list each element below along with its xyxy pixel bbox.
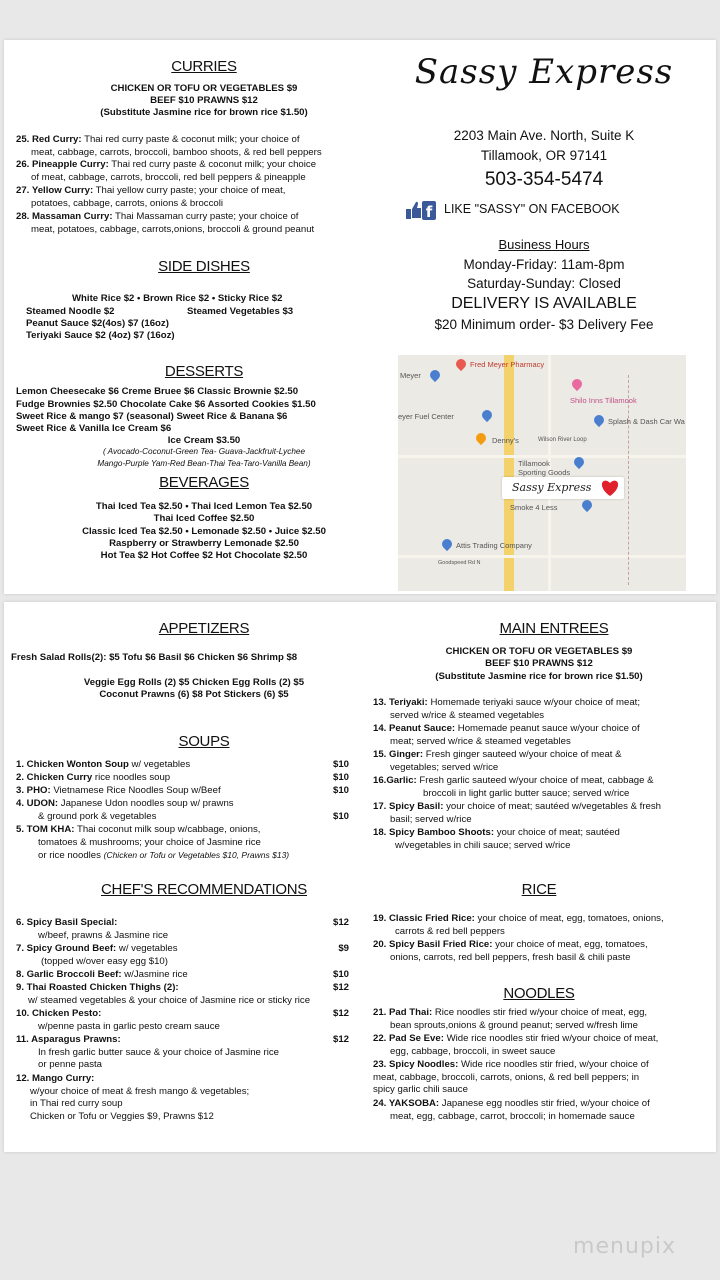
map-pin-hotel[interactable]: [570, 377, 584, 391]
soup-item-4: 4. UDON: Japanese Udon noodles soup w/ prawns & ground pork & vegetables: [16, 798, 234, 822]
curries-heading: CURRIES: [171, 58, 237, 75]
location-map[interactable]: [398, 355, 686, 591]
soup-price-1: $10: [332, 759, 349, 770]
main-price-line-2: BEEF $10 PRAWNS $12: [485, 658, 593, 669]
menu-item-massaman-curry: 28. Massaman Curry: Thai Massaman curry paste; your choice of meat, potatoes, cabbage, carrots,onions, broccoli & ground peanut: [16, 211, 315, 235]
chef-item-8: 8. Garlic Broccoli Beef: w/Jasmine rice: [16, 969, 188, 980]
noodle-item-22: 22. Pad Se Eve: Wide rice noodles stir fried w/your choice of meat, egg, cabbage, broccoli, in sweet sauce: [373, 1033, 659, 1057]
main-item-13: 13. Teriyaki: Homemade teriyaki sauce w/your choice of meat; served w/rice & steamed vegetables: [373, 697, 640, 721]
rice-item-19: 19. Classic Fried Rice: your choice of meat, egg, tomatoes, onions, carrots & red bell peppers: [373, 913, 664, 937]
main-item-15: 15. Ginger: Fresh ginger sauteed w/your choice of meat & vegetables; served w/rice: [373, 749, 622, 773]
map-boundary: [628, 375, 679, 585]
main-entrees-heading: MAIN ENTREES: [499, 620, 609, 637]
restaurant-logo: Sassy Express: [414, 52, 674, 92]
beverages-line-1: Thai Iced Tea $2.50 • Thai Iced Lemon Tea $2.50: [95, 501, 313, 512]
svg-text:f: f: [425, 203, 433, 221]
side-dish-steamed-noodle: Steamed Noodle $2: [26, 306, 115, 317]
map-label-goodspeed: Goodspeed Rd N: [438, 560, 481, 566]
menu-item-red-curry: 25. Red Curry: Thai red curry paste & coconut milk; your choice of meat, cabbage, carrots, broccoli, bamboo shoots, & red bell peppers: [16, 134, 322, 158]
soup-item-5: 5. TOM KHA: Thai coconut milk soup w/cabbage, onions, tomatoes & mushrooms; your choice of Jasmine rice or rice noodles (Chicken or Tofu or Vegetables $10, Prawns $13): [16, 824, 290, 861]
desserts-heading: DESSERTS: [164, 363, 244, 380]
noodle-item-23: 23. Spicy Noodles: Wide rice noodles stir fried, w/your choice of meat, cabbage, broccoli, carrots, onions, & red bell peppers; in spicy garlic chili sauce: [373, 1059, 649, 1095]
soup-price-2: $10: [332, 772, 349, 783]
chef-price-6: $12: [332, 917, 349, 928]
heart-icon: [600, 479, 620, 502]
chef-item-11: 11. Asparagus Prawns: In fresh garlic butter sauce & your choice of Jasmine rice or penne pasta: [16, 1034, 280, 1070]
soup-item-2: 2. Chicken Curry rice noodles soup: [16, 772, 171, 783]
chef-price-7: $9: [338, 943, 349, 954]
map-pin-meyer[interactable]: [428, 368, 442, 382]
phone-number[interactable]: 503-354-5474: [484, 169, 604, 190]
map-label-wilson-river: Wilson River Loop: [538, 437, 587, 443]
map-pin-pharmacy[interactable]: [454, 357, 468, 371]
business-hours-title: Business Hours: [498, 237, 590, 252]
chef-price-10: $12: [332, 1008, 349, 1019]
delivery-fee: $20 Minimum order- $3 Delivery Fee: [434, 317, 654, 332]
beverages-line-2: Thai Iced Coffee $2.50: [153, 513, 255, 524]
curries-price-line-2: BEEF $10 PRAWNS $12: [150, 95, 258, 106]
chef-item-7: 7. Spicy Ground Beef: w/ vegetables (topped w/over easy egg $10): [16, 943, 178, 967]
hours-weekday: Monday-Friday: 11am-8pm: [463, 257, 625, 272]
rice-heading: RICE: [521, 881, 557, 898]
appetizers-heading: APPETIZERS: [158, 620, 250, 637]
map-label-sassy: Sassy Express: [512, 481, 592, 494]
beverages-line-5: Hot Tea $2 Hot Coffee $2 Hot Chocolate $2.50: [100, 550, 308, 561]
beverages-line-3: Classic Iced Tea $2.50 • Lemonade $2.50 • Juice $2.50: [82, 526, 326, 537]
appetizers-line-3: Coconut Prawns (6) $8 Pot Stickers (6) $5: [99, 689, 289, 700]
map-pin-fuel[interactable]: [480, 408, 494, 422]
appetizers-line-2: Veggie Egg Rolls (2) $5 Chicken Egg Rolls (2) $5: [83, 677, 305, 688]
map-label-pharmacy: Fred Meyer Pharmacy: [470, 360, 545, 369]
address-line-2: Tillamook, OR 97141: [480, 148, 608, 163]
map-pin-smoke[interactable]: [580, 498, 594, 512]
side-dish-peanut-sauce: Peanut Sauce $2(4os) $7 (16oz): [26, 318, 169, 329]
main-item-18: 18. Spicy Bamboo Shoots: your choice of meat; sautéed w/vegetables in chili sauce; served w/rice: [373, 827, 620, 851]
soup-price-4: $10: [332, 811, 349, 822]
curries-price-line-1: CHICKEN OR TOFU OR VEGETABLES $9: [110, 83, 298, 94]
map-pin-carwash[interactable]: [592, 413, 606, 427]
map-label-attis: Attis Trading Company: [456, 541, 532, 550]
menupix-watermark: menupix: [573, 1234, 676, 1259]
chefs-recommendations-heading: CHEF'S RECOMMENDATIONS: [101, 881, 307, 898]
facebook-like-icon: [404, 199, 436, 221]
facebook-row[interactable]: [404, 198, 684, 222]
desserts-line-4: Sweet Rice & Vanilla Ice Cream $6: [16, 423, 172, 434]
noodle-item-24: 24. YAKSOBA: Japanese egg noodles stir fried, w/your choice of meat, egg, cabbage, carrot, broccoli; in homemade sauce: [373, 1098, 650, 1122]
main-item-14: 14. Peanut Sauce: Homemade peanut sauce w/your choice of meat; served w/rice & steamed vegetables: [373, 723, 640, 747]
map-label-meyer: Meyer: [400, 371, 421, 380]
map-pin-dennys[interactable]: [474, 431, 488, 445]
menu-item-yellow-curry: 27. Yellow Curry: Thai yellow curry paste; your choice of meat, potatoes, cabbage, carrots, onions & broccoli: [16, 185, 286, 209]
desserts-line-1: Lemon Cheesecake $6 Creme Bruee $6 Classic Brownie $2.50: [16, 386, 299, 397]
curries-substitute-note: (Substitute Jasmine rice for brown rice $1.50): [100, 107, 308, 118]
map-label-smoke: Smoke 4 Less: [510, 503, 558, 512]
chef-item-12: 12. Mango Curry: w/your choice of meat & fresh mango & vegetables; in Thai red curry soup Chicken or Tofu or Veggies $9, Prawns $12: [16, 1073, 250, 1122]
chef-price-8: $10: [332, 969, 349, 980]
address-line-1: 2203 Main Ave. North, Suite K: [453, 128, 635, 143]
map-label-sporting: Sporting Goods: [518, 468, 571, 477]
main-item-16: 16.Garlic: Fresh garlic sauteed w/your choice of meat, cabbage & broccoli in light garlic butter sauce; served w/rice: [373, 775, 654, 799]
delivery-available: DELIVERY IS AVAILABLE: [451, 295, 637, 312]
chef-item-6: 6. Spicy Basil Special: w/beef, prawns & Jasmine rice: [16, 917, 169, 941]
map-sassy-callout[interactable]: [502, 477, 624, 499]
chef-price-11: $12: [332, 1034, 349, 1045]
map-label-dennys: Denny's: [492, 436, 519, 445]
desserts-line-2: Fudge Brownies $2.50 Chocolate Cake $6 Assorted Cookies $1.50: [16, 399, 316, 410]
ice-cream-flavors-1: ( Avocado-Coconut-Green Tea- Guava-Jackfruit-Lychee: [102, 447, 306, 456]
hours-weekend: Saturday-Sunday: Closed: [467, 276, 621, 291]
main-price-line-1: CHICKEN OR TOFU OR VEGETABLES $9: [445, 646, 633, 657]
noodles-heading: NOODLES: [503, 985, 575, 1002]
soup-item-1: 1. Chicken Wonton Soup w/ vegetables: [16, 759, 191, 770]
side-dishes-heading: SIDE DISHES: [158, 258, 250, 275]
chef-item-9: 9. Thai Roasted Chicken Thighs (2): w/ steamed vegetables & your choice of Jasmine rice or sticky rice: [16, 982, 311, 1006]
side-dish-teriyaki-sauce: Teriyaki Sauce $2 (4oz) $7 (16oz): [26, 330, 175, 341]
soup-item-3: 3. PHO: Vietnamese Rice Noodles Soup w/Beef: [16, 785, 221, 796]
map-label-fuel: eyer Fuel Center: [398, 412, 454, 421]
soup-price-3: $10: [332, 785, 349, 796]
side-dishes-rice-line: White Rice $2 • Brown Rice $2 • Sticky Rice $2: [72, 293, 283, 304]
facebook-like-text: LIKE "SASSY" ON FACEBOOK: [444, 202, 620, 216]
map-label-shilo: Shilo Inns Tillamook: [570, 396, 637, 405]
menu-item-pineapple-curry: 26. Pineapple Curry: Thai red curry paste & coconut milk; your choice of meat, cabbage, carrots, broccoli, red bell peppers & pineapple: [16, 159, 317, 183]
rice-item-20: 20. Spicy Basil Fried Rice: your choice of meat, egg, tomatoes, onions, carrots, red bell peppers, fresh basil & chili paste: [373, 939, 648, 963]
beverages-heading: BEVERAGES: [159, 474, 249, 491]
desserts-line-3: Sweet Rice & mango $7 (seasonal) Sweet Rice & Banana $6: [16, 411, 288, 422]
main-substitute-note: (Substitute Jasmine rice for brown rice $1.50): [435, 671, 643, 682]
side-dish-steamed-vegetables: Steamed Vegetables $3: [187, 306, 294, 317]
main-item-17: 17. Spicy Basil: your choice of meat; sautéed w/vegetables & fresh basil; served w/rice: [373, 801, 661, 825]
desserts-ice-cream: Ice Cream $3.50: [167, 435, 241, 446]
soups-heading: SOUPS: [178, 733, 230, 750]
beverages-line-4: Raspberry or Strawberry Lemonade $2.50: [109, 538, 299, 549]
map-label-carwash: Splash & Dash Car Wa: [608, 417, 685, 426]
appetizers-line-1: Fresh Salad Rolls(2): $5 Tofu $6 Basil $6 Chicken $6 Shrimp $8: [11, 652, 298, 663]
menu-page-1: [4, 40, 716, 594]
map-pin-attis[interactable]: [440, 537, 454, 551]
noodle-item-21: 21. Pad Thai: Rice noodles stir fried w/your choice of meat, egg, bean sprouts,onions & ground peanut; served w/fresh lime: [373, 1007, 648, 1031]
map-label-tillamook: Tillamook: [518, 459, 550, 468]
chef-item-10: 10. Chicken Pesto: w/penne pasta in garlic pesto cream sauce: [16, 1008, 220, 1032]
ice-cream-flavors-2: Mango-Purple Yam-Red Bean-Thai Tea-Taro-Vanilla Bean): [97, 459, 311, 468]
chef-price-9: $12: [332, 982, 349, 993]
menu-page-2: [4, 602, 716, 1152]
